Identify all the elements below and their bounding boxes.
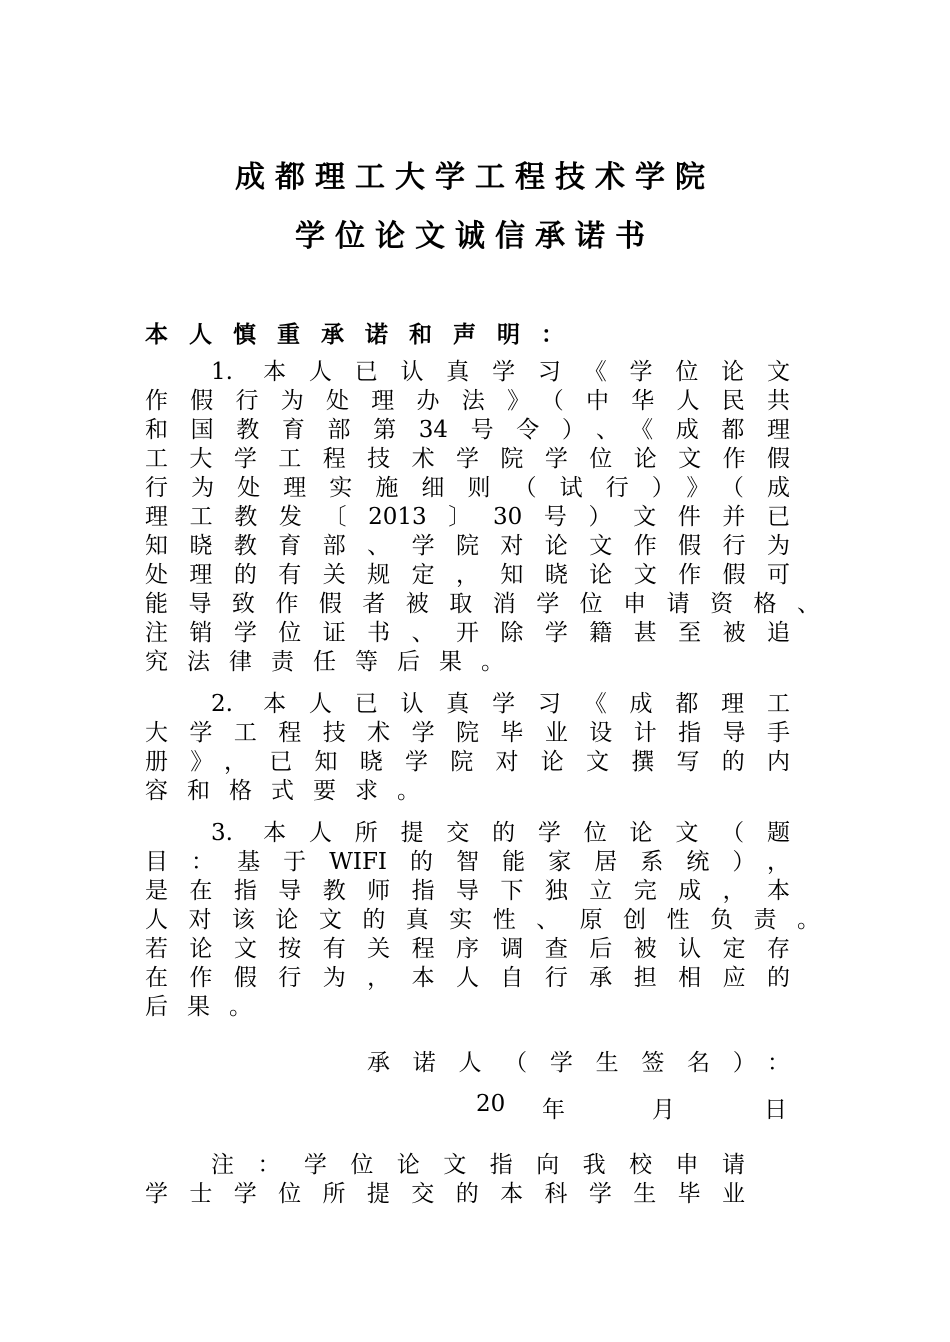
item-3-line-3: 是在指导教师指导下独立完成，本	[145, 878, 790, 904]
item-1-line-2: 作假行为处理办法》（中华人民共	[145, 388, 790, 414]
document-title-pledge: 学位论文诚信承诺书	[295, 219, 655, 254]
item-3-line-2: 目：基于WIFI的智能家居系统），	[145, 849, 790, 875]
note-line-2: 学士学位所提交的本科学生毕业	[145, 1181, 745, 1207]
item-1-line-10: 注销学位证书、开除学籍甚至被追	[145, 620, 790, 646]
item-2-line-1: 2. 本人已认真学习《成都理工	[211, 691, 790, 717]
item-3-line-7: 后果。	[145, 994, 271, 1020]
signature-date	[470, 1091, 790, 1121]
item-3-line-1: 3. 本人所提交的学位论文（题	[211, 820, 790, 846]
item-3-line-6: 在作假行为，本人自行承担相应的	[145, 965, 790, 991]
item-2-line-3: 册》，已知晓学院对论文撰写的内	[145, 749, 790, 775]
item-3-line-5: 若论文按有关程序调查后被认定存	[145, 936, 790, 962]
item-1-line-7: 知晓教育部、学院对论文作假行为	[145, 533, 790, 559]
item-1-line-5: 行为处理实施细则（试行）》（成	[145, 475, 790, 501]
item-1-line-1: 1. 本人已认真学习《学位论文	[211, 359, 790, 385]
date-year-label: 年	[542, 1097, 565, 1123]
document-title-institution: 成都理工大学工程技术学院	[235, 160, 715, 195]
declaration-heading: 本人慎重承诺和声明：	[145, 321, 585, 348]
note-line-1: 注：学位论文指向我校申请	[211, 1152, 745, 1178]
item-2-line-2: 大学工程技术学院毕业设计指导手	[145, 720, 790, 746]
item-1-line-4: 工大学工程技术学院学位论文作假	[145, 446, 790, 472]
item-1-line-6: 理工教发〔2013〕30号）文件并已	[145, 504, 790, 530]
signature-label: 承诺人（学生签名）：	[367, 1050, 790, 1076]
date-day-label: 日	[764, 1097, 787, 1123]
date-year-prefix: 20	[476, 1091, 506, 1117]
item-1-line-8: 处理的有关规定，知晓论文作假可	[145, 562, 790, 588]
date-month-label: 月	[652, 1097, 675, 1123]
item-3-line-4: 人对该论文的真实性、原创性负责。	[145, 907, 820, 933]
item-1-line-3: 和国教育部第34号令）、《成都理	[145, 417, 790, 443]
item-1-line-9: 能导致作假者被取消学位申请资格、	[145, 591, 820, 617]
item-2-line-4: 容和格式要求。	[145, 778, 439, 804]
item-1-line-11: 究法律责任等后果。	[145, 649, 523, 675]
